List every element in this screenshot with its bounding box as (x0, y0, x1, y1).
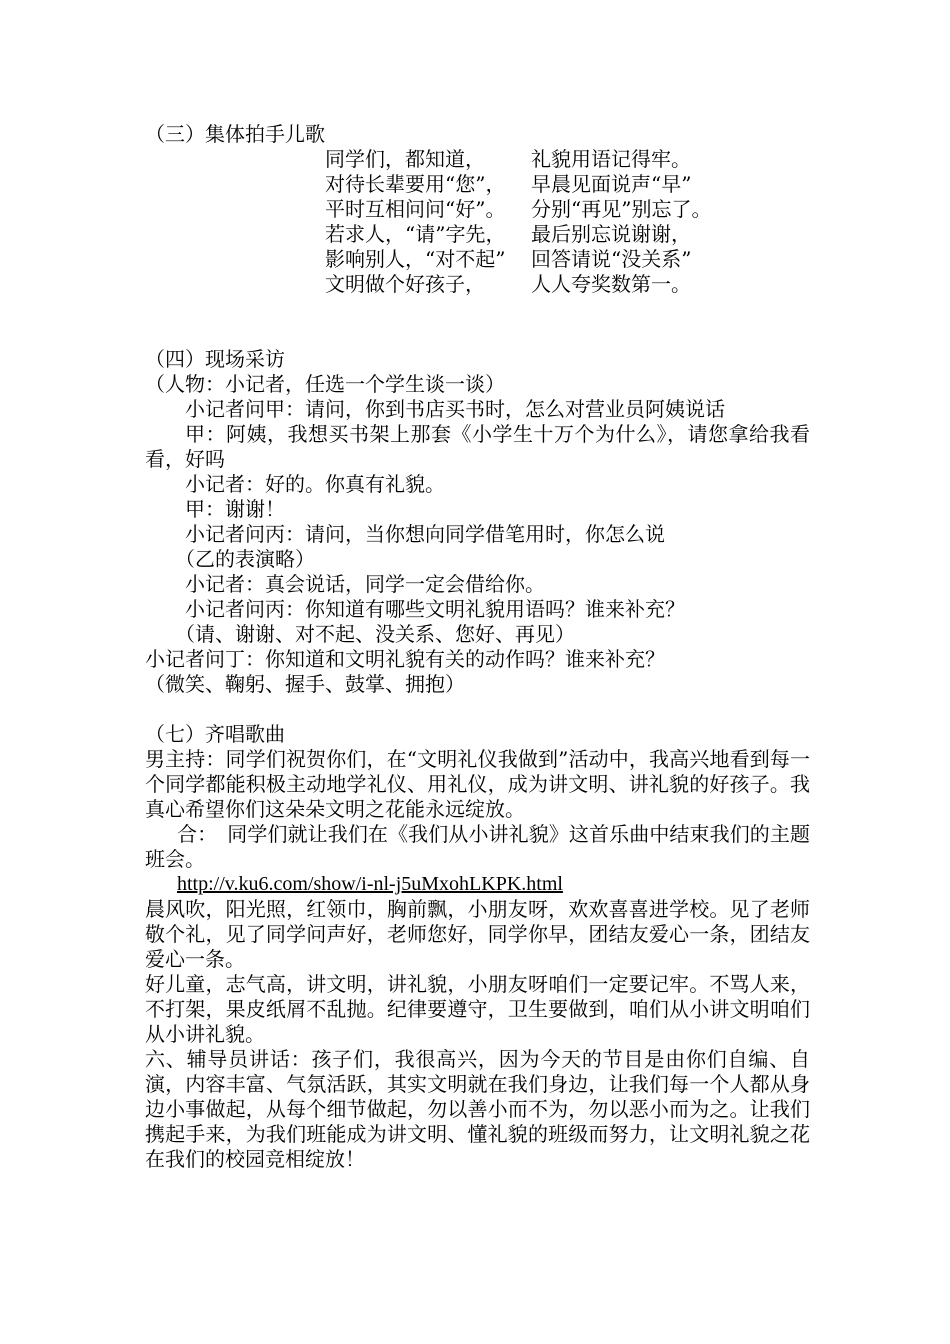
clap-poem (145, 147, 810, 297)
spacer (145, 697, 810, 722)
interview-line: 小记者问甲：请问，你到书店买书时，怎么对营业员阿姨说话 (185, 397, 725, 421)
host-speech: 男主持：同学们祝贺你们，在“文明礼仪我做到”活动中，我高兴地看到每一个同学都能积极主动地学礼仪、用礼仪，成为讲文明、讲礼貌的好孩子。我真心希望你们这朵朵文明之花能永远绽放。 (145, 747, 810, 821)
poem-line (145, 272, 810, 297)
section7-heading: （七）齐唱歌曲 (145, 722, 285, 746)
document-body (145, 122, 810, 1172)
poem-second-half: 早晨见面说声“早” (531, 172, 692, 196)
poem-second-half: 礼貌用语记得牢。 (531, 147, 691, 171)
section3-heading: （三）集体拍手儿歌 (145, 122, 325, 146)
interview-note: （人物：小记者，任选一个学生谈一谈） (145, 372, 505, 396)
poem-line (145, 222, 810, 247)
song-lyrics-verse-2: 好儿童，志气高，讲文明，讲礼貌，小朋友呀咱们一定要记牢。不骂人来，不打架，果皮纸屑不乱抛。纪律要遵守，卫生要做到，咱们从小讲文明咱们从小讲礼貌。 (145, 972, 810, 1046)
poem-first-half: 若求人，“请”字先， (325, 222, 506, 246)
interview-line: 甲：谢谢！ (185, 497, 285, 521)
together-line (145, 822, 810, 872)
interview-line (145, 422, 810, 472)
interview-line: 小记者：好的。你真有礼貌。 (185, 472, 445, 496)
interview-line: 小记者问丁：你知道和文明礼貌有关的动作吗？谁来补充？ (145, 647, 665, 671)
interview-line: （请、谢谢、对不起、没关系、您好、再见） (175, 622, 575, 646)
poem-line (145, 147, 810, 172)
interview-line: （乙的表演略） (175, 547, 315, 571)
poem-first-half: 平时互相问问“好”。 (325, 197, 506, 221)
together-text: 合： 同学们就让我们在《我们从小讲礼貌》这首乐曲中结束我们的主题班会。 (145, 822, 810, 871)
counselor-speech: 六、辅导员讲话：孩子们，我很高兴，因为今天的节目是由你们自编、自演，内容丰富、气氛活跃，其实文明就在我们身边，让我们每一个人都从身边小事做起，从每个细节做起，勿以善小而不为，勿以恶小而为之。让我们携起手来，为我们班能成为讲文明、懂礼貌的班级而努力，让文明礼貌之花在我们的校园竞相绽放！ (145, 1047, 810, 1171)
section4-heading: （四）现场采访 (145, 347, 285, 371)
poem-second-half: 分别“再见”别忘了。 (531, 197, 712, 221)
poem-first-half: 同学们，都知道， (325, 147, 485, 171)
poem-first-half: 对待长辈要用“您”， (325, 172, 506, 196)
interview-line: （微笑、鞠躬、握手、鼓掌、拥抱） (145, 672, 465, 696)
poem-second-half: 人人夸奖数第一。 (531, 272, 691, 296)
poem-line (145, 247, 810, 272)
poem-line (145, 172, 810, 197)
poem-line (145, 197, 810, 222)
song-video-link[interactable]: http://v.ku6.com/show/i-nl-j5uMxohLKPK.html (177, 873, 563, 895)
poem-second-half: 最后别忘说谢谢， (531, 222, 691, 246)
interview-text: 甲：阿姨，我想买书架上那套《小学生十万个为什么》，请您拿给我看看，好吗 (145, 422, 810, 471)
interview-line: 小记者问丙：你知道有哪些文明礼貌用语吗？谁来补充？ (185, 597, 685, 621)
spacer (145, 297, 810, 347)
song-lyrics-verse-1: 晨风吹，阳光照，红领巾，胸前飘，小朋友呀，欢欢喜喜进学校。见了老师敬个礼，见了同学问声好，老师您好，同学你早，团结友爱心一条，团结友爱心一条。 (145, 897, 810, 971)
interview-line: 小记者：真会说话，同学一定会借给你。 (185, 572, 545, 596)
interview-line: 小记者问丙：请问，当你想向同学借笔用时，你怎么说 (185, 522, 665, 546)
poem-second-half: 回答请说“没关系” (531, 247, 692, 271)
poem-first-half: 影响别人，“对不起” (325, 247, 506, 271)
poem-first-half: 文明做个好孩子， (325, 272, 485, 296)
